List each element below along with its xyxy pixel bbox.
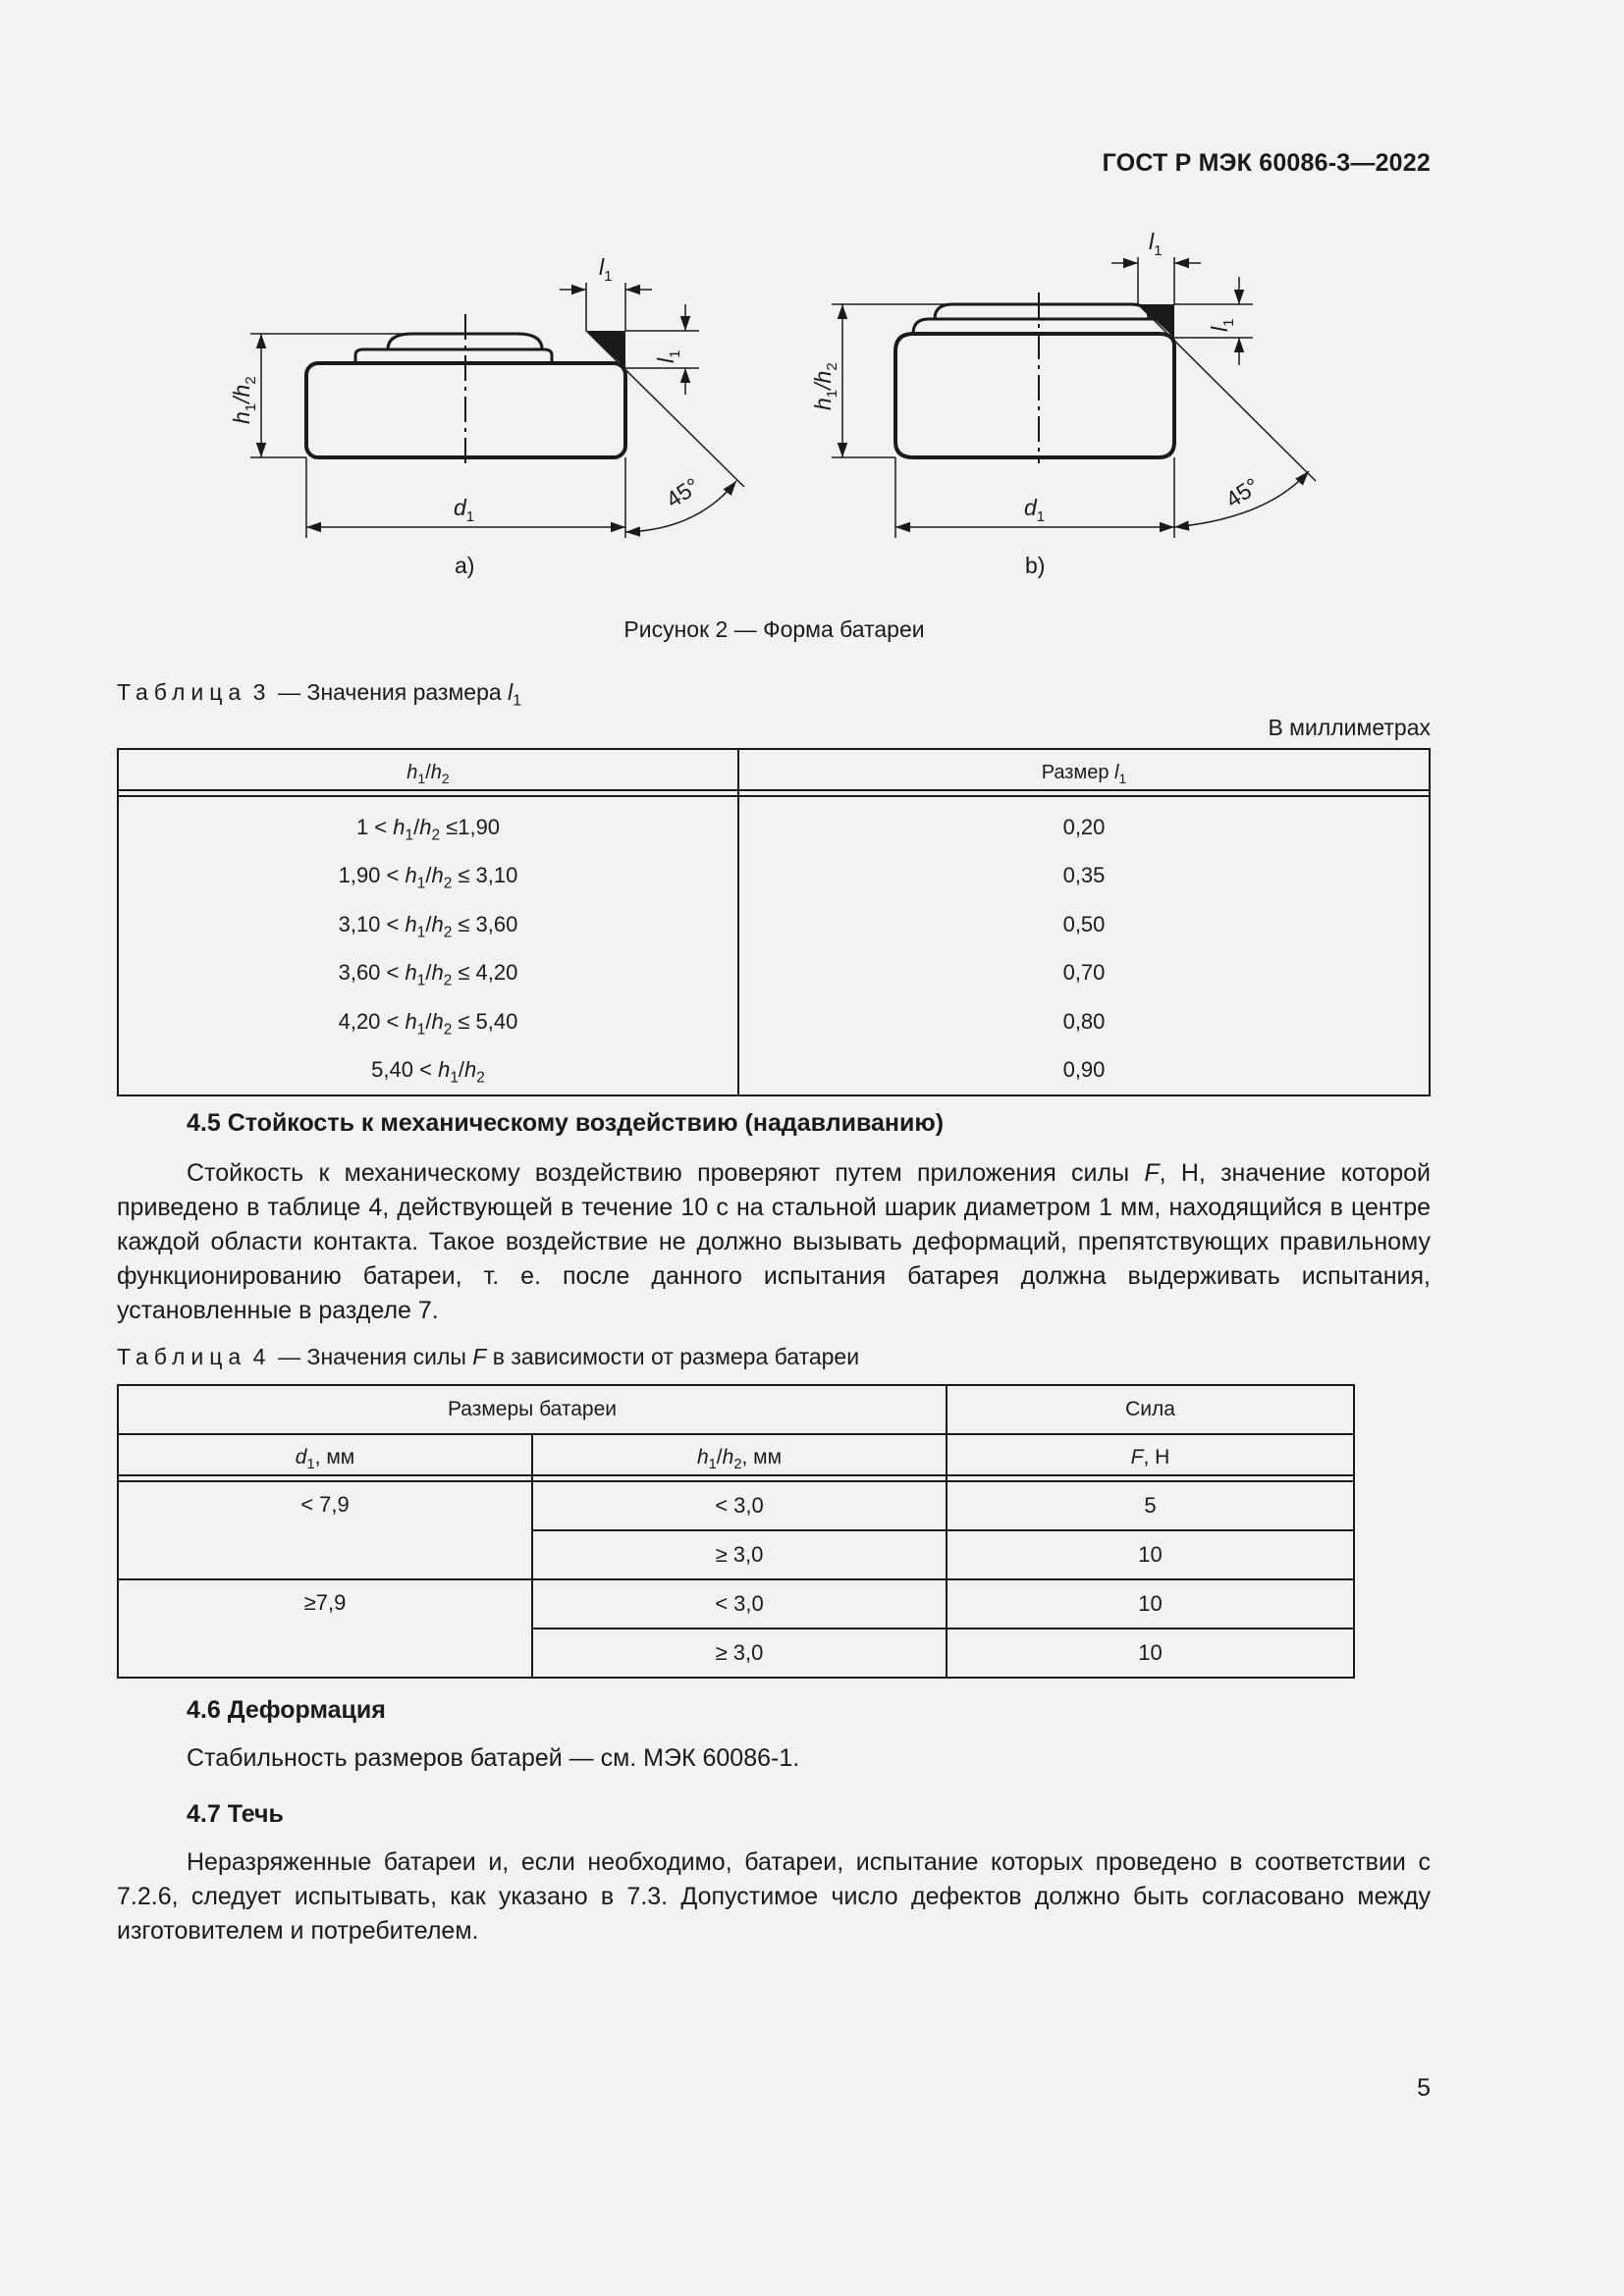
table4 [117,1384,1355,1679]
table3-cell-range: $3,10 < h_1/h_2 \le 3,60$ [118,900,738,949]
label-b-l1-top: $l_1$ [1149,229,1163,259]
table3-cell-value: 0,80 [1062,1008,1106,1034]
table3-cell-range: $1 < h_1/h_2 \le 1,90$ [118,796,738,852]
table3-caption: Таблица 3 — Значения размера $l_1$ [117,679,522,710]
table3-cell-range: $3,60 < h_1/h_2 \le 4,20$ [118,949,738,998]
table4-cell-f: 5 [947,1481,1354,1530]
label-b: b) [1025,553,1046,578]
table4-cell-f: 10 [947,1530,1354,1579]
label-a: a) [455,553,475,578]
table3-header-size: Размер $l_1$ [738,749,1430,796]
label-b-h1h2: $h_1/h_2$ [810,362,840,410]
table4-subheader-h1h2: $h_1/h_2$, мм [532,1434,947,1481]
table-row [118,1046,1430,1096]
label-a-h1h2: $h_1/h_2$ [229,376,259,424]
table4-header-force: Сила [947,1385,1354,1434]
figure-caption: Рисунок 2 — Форма батареи [623,616,925,642]
table4-caption: Таблица 4 — Значения силы F в зависимости от размера батареи [117,1344,860,1369]
section-4-6-heading: 4.6 Деформация [187,1696,386,1724]
section-4-5-heading: 4.5 Стойкость к механическому воздействию (надавливанию) [187,1109,945,1137]
table3-units: В миллиметрах [1268,715,1431,740]
table3-cell-range: $5,40 < h_1/h_2$ [118,1046,738,1096]
table-row [118,997,1430,1046]
table3-cell-range: $1,90 < h_1/h_2 \le 3,10$ [118,852,738,901]
table-row [118,1579,1354,1629]
label-a-l1-top: $l_1$ [599,254,613,285]
table4-cell-h: < 3,0 [532,1579,947,1629]
table3-header-ratio: $h_1/h_2$ [118,749,738,796]
table4-cell-d1: ≥7,9 [118,1579,532,1678]
section-4-7-paragraph: Неразряженные батареи и, если необходимо, батареи, испытание которых проведено в соответствии с 7.2.6, следует испытывать, как указано в 7.3. Допустимое число дефектов должно быть согласовано между изготовителем и потребителем. [117,1848,1431,1945]
page-number: 5 [1417,2074,1431,2102]
table3-cell-value: 0,20 [1062,814,1106,839]
table4-subheader-f: F, Н [947,1434,1354,1481]
table3-cell-range: $4,20 < h_1/h_2 \le 5,40$ [118,997,738,1046]
section-4-6-paragraph: Стабильность размеров батарей — см. МЭК 60086-1. [187,1744,800,1772]
table-row [118,1481,1354,1530]
table3 [117,748,1431,1096]
section-4-5-paragraph: Стойкость к механическому воздействию проверяют путем приложения силы F, Н, значение которой приведено в таблице 4, действующей в течение 10 с на стальной шарик диаметром 1 мм, находящийся в центре каждой области контакта. Такое воздействие не должно вызывать деформаций, препятствующих правильному функционированию батареи, т. е. после данного испытания батарея должна выдерживать испытания, установленные в разделе 7. [117,1159,1431,1324]
battery-diagram [0,0,1624,589]
table4-cell-d1: < 7,9 [118,1481,532,1579]
table4-header-sizes: Размеры батареи [118,1385,947,1434]
table-row [118,949,1430,998]
table4-cell-h: ≥ 3,0 [532,1530,947,1579]
table4-cell-f: 10 [947,1629,1354,1678]
label-a-l1-side: $l_1$ [653,349,683,363]
table3-cell-value: 0,90 [1062,1057,1106,1083]
figure-battery-shape [0,0,1624,589]
label-b-l1-side: $l_1$ [1207,318,1237,332]
table-row [118,796,1430,852]
table-row [118,852,1430,901]
table4-subheader-d1: $d_1$, мм [118,1434,532,1481]
table-row [118,900,1430,949]
section-4-7-heading: 4.7 Течь [187,1800,284,1828]
table3-cell-value: 0,35 [1062,863,1106,888]
table4-cell-f: 10 [947,1579,1354,1629]
label-b-d1: $d_1$ [1024,495,1046,525]
table4-cell-h: ≥ 3,0 [532,1629,947,1678]
table3-cell-value: 0,70 [1062,960,1106,986]
table4-cell-h: < 3,0 [532,1481,947,1530]
label-a-d1: $d_1$ [454,495,475,525]
table3-cell-value: 0,50 [1062,911,1106,936]
label-a-angle: 45° [661,472,704,513]
document-code: ГОСТ Р МЭК 60086-3—2022 [1102,149,1431,177]
label-b-angle: 45° [1220,472,1264,513]
